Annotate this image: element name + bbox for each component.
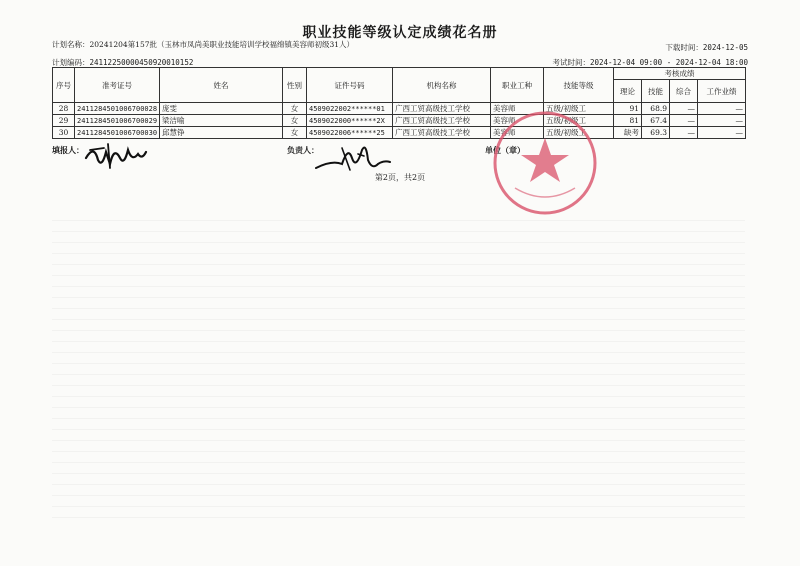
cell-theory: 81	[614, 115, 642, 127]
header-level: 技能等级	[544, 68, 614, 103]
cell-cert: 4509022006******25	[307, 127, 393, 139]
official-seal-stamp-icon	[490, 108, 600, 218]
cell-work: —	[698, 127, 746, 139]
cell-seq: 28	[53, 103, 75, 115]
cell-work: —	[698, 103, 746, 115]
cell-gender: 女	[283, 103, 307, 115]
table-row	[53, 103, 746, 115]
unit-seal-label: 单位（章）	[485, 145, 525, 155]
cell-work: —	[698, 115, 746, 127]
cell-name: 庞雯	[160, 103, 283, 115]
cell-ticket: 2411284501006700029	[75, 115, 160, 127]
exam-time: 考试时间：2024-12-04 09:00 - 2024-12-04 18:00	[552, 58, 748, 67]
table-row	[53, 115, 746, 127]
cell-theory: 缺考	[614, 127, 642, 139]
plan-name: 计划名称：20241204第157批（玉林市凤尚美职业技能培训学校福绵镇美容师初级31人）	[52, 40, 355, 49]
cell-overall: —	[670, 115, 698, 127]
cell-org: 广西工贸高级技工学校	[393, 103, 491, 115]
page-number: 第2页，共2页	[374, 173, 426, 182]
header-work: 工作业绩	[698, 80, 746, 103]
header-skill: 技能	[642, 80, 670, 103]
header-gender: 性别	[283, 68, 307, 103]
download-time: 下载时间：2024-12-05	[665, 43, 748, 52]
cell-overall: —	[670, 103, 698, 115]
cell-job: 美容师	[491, 127, 544, 139]
score-table	[52, 67, 746, 139]
cell-theory: 91	[614, 103, 642, 115]
cell-seq: 30	[53, 127, 75, 139]
cell-org: 广西工贸高级技工学校	[393, 127, 491, 139]
header-seq: 序号	[53, 68, 75, 103]
cell-job: 美容师	[491, 115, 544, 127]
cell-overall: —	[670, 127, 698, 139]
cell-seq: 29	[53, 115, 75, 127]
header-scores: 考核成绩	[614, 68, 746, 80]
cell-skill: 69.3	[642, 127, 670, 139]
cell-name: 梁洁喻	[160, 115, 283, 127]
cell-name: 邱慧铮	[160, 127, 283, 139]
header-theory: 理论	[614, 80, 642, 103]
handwritten-signature-responsible-icon	[312, 140, 392, 176]
responsible-label: 负责人：	[287, 145, 319, 155]
header-ticket: 准考证号	[75, 68, 160, 103]
filler-label: 填报人：	[52, 145, 84, 155]
cell-skill: 68.9	[642, 103, 670, 115]
table-row	[53, 127, 746, 139]
cell-org: 广西工贸高级技工学校	[393, 115, 491, 127]
header-job: 职业工种	[491, 68, 544, 103]
header-name: 姓名	[160, 68, 283, 103]
cell-job: 美容师	[491, 103, 544, 115]
cell-gender: 女	[283, 127, 307, 139]
cell-ticket: 2411284501006700030	[75, 127, 160, 139]
cell-level: 五级/初级工	[544, 115, 614, 127]
header-org: 机构名称	[393, 68, 491, 103]
header-cert: 证件号码	[307, 68, 393, 103]
faint-background-grid	[52, 220, 745, 520]
cell-cert: 4509022002******01	[307, 103, 393, 115]
cell-level: 五级/初级工	[544, 103, 614, 115]
cell-cert: 4509022000******2X	[307, 115, 393, 127]
cell-ticket: 2411284501006700028	[75, 103, 160, 115]
page-title: 职业技能等级认定成绩花名册	[302, 25, 498, 41]
cell-gender: 女	[283, 115, 307, 127]
cell-skill: 67.4	[642, 115, 670, 127]
plan-code: 计划编码：24112250000450920010152	[52, 58, 194, 67]
header-overall: 综合	[670, 80, 698, 103]
handwritten-signature-filler-icon	[80, 138, 150, 172]
cell-level: 五级/初级工	[544, 127, 614, 139]
